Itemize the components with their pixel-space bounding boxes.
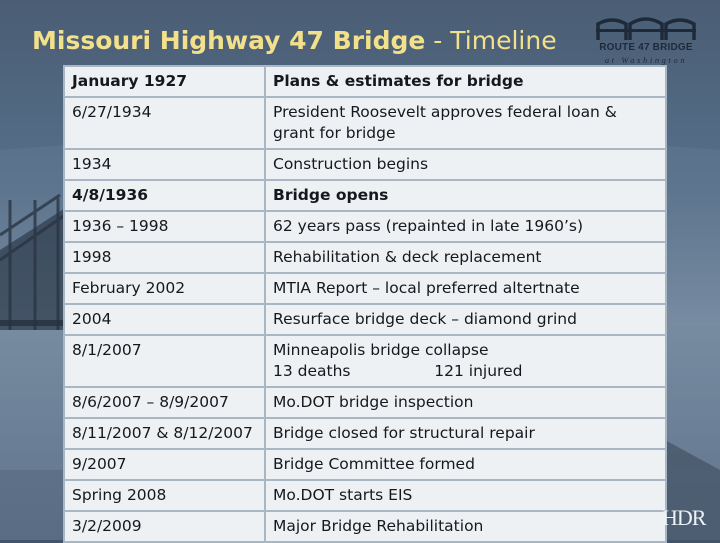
description-line: Major Bridge Rehabilitation (273, 517, 484, 535)
bridge-logo-icon (594, 14, 698, 42)
timeline-date: 8/1/2007 (64, 335, 265, 387)
description-line: President Roosevelt approves federal loan & (273, 103, 617, 121)
timeline-description (265, 449, 666, 480)
logo-subtitle: at Washington (604, 55, 688, 65)
timeline-description (265, 335, 666, 387)
title-main: Missouri Highway 47 Bridge (32, 26, 426, 55)
description-line: Bridge closed for structural repair (273, 424, 535, 442)
description-line: Resurface bridge deck – diamond grind (273, 310, 577, 328)
timeline-row (64, 511, 666, 542)
timeline-description (265, 242, 666, 273)
timeline-description (265, 511, 666, 542)
timeline-description (265, 387, 666, 418)
timeline-description (265, 97, 666, 149)
timeline-date: 9/2007 (64, 449, 265, 480)
timeline-row (64, 418, 666, 449)
description-line: grant for bridge (273, 124, 396, 142)
timeline-date: 1936 – 1998 (64, 211, 265, 242)
timeline-row (64, 242, 666, 273)
description-line: 62 years pass (repainted in late 1960’s) (273, 217, 584, 235)
timeline-table (63, 65, 667, 543)
timeline-date: 8/6/2007 – 8/9/2007 (64, 387, 265, 418)
timeline-description (265, 149, 666, 180)
timeline-row (64, 335, 666, 387)
description-line: Construction begins (273, 155, 429, 173)
timeline-row (64, 97, 666, 149)
timeline-row (64, 211, 666, 242)
description-line: Mo.DOT starts EIS (273, 486, 413, 504)
description-line: Bridge opens (273, 186, 389, 204)
slide-title (32, 26, 557, 55)
timeline-date: 3/2/2009 (64, 511, 265, 542)
timeline-date: 8/11/2007 & 8/12/2007 (64, 418, 265, 449)
timeline-date: February 2002 (64, 273, 265, 304)
description-line: Plans & estimates for bridge (273, 72, 524, 90)
timeline-row (64, 273, 666, 304)
timeline-row (64, 180, 666, 211)
timeline-description (265, 66, 666, 97)
timeline-description (265, 418, 666, 449)
timeline-row (64, 387, 666, 418)
timeline-description (265, 211, 666, 242)
description-line: 13 deaths 121 injured (273, 362, 523, 380)
hdr-logo: HDR (662, 505, 706, 530)
description-line: Bridge Committee formed (273, 455, 475, 473)
description-line: Mo.DOT bridge inspection (273, 393, 474, 411)
description-line: Minneapolis bridge collapse (273, 341, 489, 359)
description-line: MTIA Report – local preferred altertnate (273, 279, 580, 297)
timeline-date: 4/8/1936 (64, 180, 265, 211)
timeline-row (64, 149, 666, 180)
route-47-logo (594, 14, 706, 68)
timeline-date: January 1927 (64, 66, 265, 97)
timeline-row (64, 449, 666, 480)
timeline-body (64, 66, 666, 542)
logo-title: ROUTE 47 BRIDGE (599, 42, 693, 53)
timeline-date: Spring 2008 (64, 480, 265, 511)
timeline-row (64, 480, 666, 511)
title-suffix: - Timeline (425, 26, 557, 55)
timeline-date: 1998 (64, 242, 265, 273)
timeline-date: 1934 (64, 149, 265, 180)
timeline-date: 2004 (64, 304, 265, 335)
timeline-date: 6/27/1934 (64, 97, 265, 149)
timeline-row (64, 304, 666, 335)
timeline-description (265, 180, 666, 211)
timeline-description (265, 304, 666, 335)
timeline-description (265, 480, 666, 511)
description-line: Rehabilitation & deck replacement (273, 248, 542, 266)
timeline-description (265, 273, 666, 304)
timeline-row (64, 66, 666, 97)
